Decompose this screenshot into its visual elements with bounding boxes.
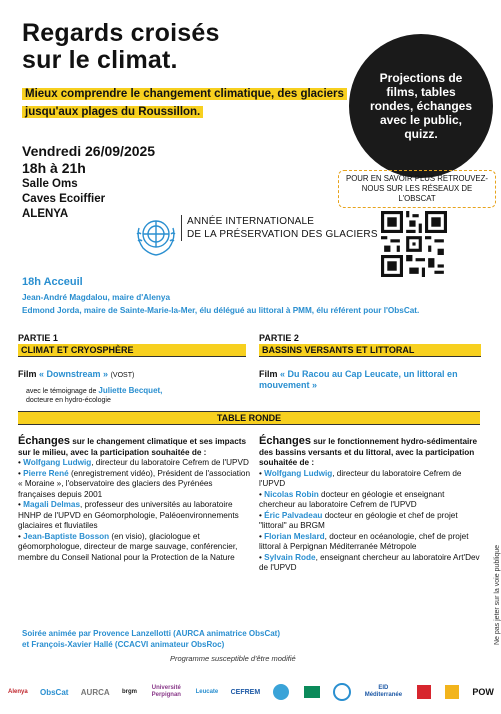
speaker-name: Nicolas Robin bbox=[264, 489, 319, 499]
speaker-desc: (en visio), glaciologue et géomorphologue, directeur de marge sauvage, conférencier, membre du Conseil National pour la Protection de la Nature bbox=[18, 531, 238, 562]
programme-note: Programme susceptible d'être modifié bbox=[170, 654, 296, 663]
event-time: 18h à 21h bbox=[22, 160, 86, 176]
part1-section bbox=[18, 333, 246, 405]
speaker-desc: docteur en géologie et enseignant chercheur au laboratoire Cefrem de l'UPVD bbox=[259, 489, 445, 509]
accueil-line-2: Edmond Jorda, maire de Sainte-Marie-la-Mer, élu délégué au littoral à PMM, élu référent pour l'ObsCat. bbox=[22, 306, 420, 315]
event-venue-3: ALENYA bbox=[22, 208, 69, 220]
speaker-desc: , docteur en océanologie, chef de projet littoral à Perpignan Méditerranée Métropole bbox=[259, 531, 469, 551]
event-info bbox=[22, 143, 155, 222]
list-item: • Nicolas Robin docteur en géologie et enseignant chercheur au laboratoire Cefrem de l'UPVD bbox=[259, 489, 445, 509]
left-lead: Échanges bbox=[18, 435, 70, 447]
part2-film bbox=[259, 369, 481, 391]
part1-note-prefix: avec le témoignage de bbox=[26, 388, 97, 395]
part1-note bbox=[18, 386, 246, 405]
event-venue-2: Caves Ecoiffier bbox=[22, 193, 106, 205]
list-item: • Magali Delmas, professeur des universités au laboratoire HNHP de l'UPVD en Géomorphologie, Paléoenvironnements glaciaires et fluviatiles bbox=[18, 500, 239, 530]
part2-section bbox=[259, 333, 481, 391]
partner-logo-icon bbox=[333, 683, 351, 701]
speaker-desc: docteur en géologie et chef de projet "littoral" au BRGM bbox=[259, 510, 458, 530]
speaker-desc: (enregistrement vidéo), Président de l'association « Moraine », l'observatoire des glaciers des Pyrénées françaises depuis 2001 bbox=[18, 468, 250, 499]
speaker-name: Jean-Baptiste Bosson bbox=[23, 531, 110, 541]
part1-note-role: docteure en hydro-écologie bbox=[26, 397, 111, 404]
list-item: • Jean-Baptiste Bosson (en visio), glaciologue et géomorphologue, directeur de marge sauvage, conférencier, membre du Conseil National pour la Protection de la Nature bbox=[18, 531, 238, 562]
logo-brgm: brgm bbox=[121, 689, 137, 695]
soiree-text bbox=[22, 628, 280, 650]
partner-logo-icon bbox=[303, 683, 321, 701]
partner-logo-icon bbox=[444, 684, 460, 700]
list-item: • Wolfgang Ludwig, directeur du laboratoire Cefrem de l'UPVD bbox=[18, 458, 249, 467]
subtitle-text: Mieux comprendre le changement climatique, des glaciers jusqu'aux plages du Roussillon. bbox=[22, 88, 347, 118]
speaker-desc: , professeur des universités au laboratoire HNHP de l'UPVD en Géomorphologie, Paléoenvironnements glaciaires et fluviatiles bbox=[18, 500, 239, 530]
circle-text: Projections de films, tables rondes, échanges avec le public, quizz. bbox=[369, 71, 473, 141]
part1-film bbox=[18, 369, 246, 380]
speaker-name: Pierre René bbox=[23, 468, 69, 478]
speaker-name: Wolfgang Ludwig bbox=[264, 468, 333, 478]
table-ronde-bar: TABLE RONDE bbox=[18, 411, 480, 425]
un-banner-line-2: DE LA PRÉSERVATION DES GLACIERS bbox=[187, 229, 378, 240]
logo-university: Université Perpignan bbox=[151, 685, 181, 698]
title-line-1: Regards croisés bbox=[22, 19, 220, 47]
list-item: • Wolfgang Ludwig, directeur du laboratoire Cefrem de l'UPVD bbox=[259, 468, 462, 488]
list-item: • Sylvain Rode, enseignant chercheur au laboratoire Art'Dev de l'UPVD bbox=[259, 552, 480, 572]
partner-logo-icon bbox=[416, 684, 432, 700]
soiree-line-2: et François-Xavier Hallé (CCACVI animateur ObsRoc) bbox=[22, 640, 225, 649]
left-column bbox=[18, 436, 250, 563]
right-column bbox=[259, 436, 481, 574]
side-note bbox=[482, 525, 501, 645]
soiree-line-1: Soirée animée par Provence Lanzellotti (AURCA animatrice ObsCat) bbox=[22, 629, 280, 638]
list-item: • Florian Meslard, docteur en océanologie, chef de projet littoral à Perpignan Méditerranée Métropole bbox=[259, 531, 469, 551]
part2-film-lead: Film bbox=[259, 369, 278, 379]
part1-film-title: « Downstream » bbox=[39, 369, 109, 379]
title-line-2: sur le climat. bbox=[22, 46, 178, 74]
logo-leucate: Leucate bbox=[195, 689, 219, 695]
logo-alenya: Alenya bbox=[8, 689, 28, 695]
part1-note-name: Juliette Becquet, bbox=[98, 386, 163, 395]
left-intro bbox=[18, 436, 250, 458]
event-venue-1: Salle Oms bbox=[22, 178, 78, 190]
activities-circle bbox=[349, 34, 493, 178]
right-intro bbox=[259, 436, 481, 469]
part1-film-suffix: (VOST) bbox=[110, 372, 135, 379]
list-item: • Éric Palvadeau docteur en géologie et chef de projet "littoral" au BRGM bbox=[259, 510, 458, 530]
partner-logos bbox=[8, 672, 494, 712]
part2-label: PARTIE 2 bbox=[259, 333, 299, 343]
qr-code-icon[interactable] bbox=[381, 211, 447, 277]
logo-aurca: AURCA bbox=[80, 687, 110, 697]
un-banner bbox=[181, 215, 378, 241]
part1-bar: CLIMAT ET CRYOSPHÈRE bbox=[18, 344, 246, 357]
part2-film-title: « Du Racou au Cap Leucate, un littoral en mouvement » bbox=[259, 369, 458, 390]
speaker-name: Sylvain Rode bbox=[264, 552, 316, 562]
partner-logo-icon bbox=[272, 683, 290, 701]
part2-bar: BASSINS VERSANTS ET LITTORAL bbox=[259, 344, 481, 357]
speaker-desc: , directeur du laboratoire Cefrem de l'UPVD bbox=[91, 458, 249, 467]
left-intro-text: sur le changement climatique et ses impacts sur le milieu, avec la participation souhaitée de : bbox=[18, 437, 247, 457]
logo-pow: POW bbox=[472, 687, 494, 697]
page-title bbox=[22, 20, 220, 74]
right-intro-text: sur le fonctionnement hydro-sédimentaire des bassins versants et du littoral, avec la participation souhaitée de : bbox=[259, 437, 478, 467]
speaker-desc: , enseignant chercheur au laboratoire Art'Dev de l'UPVD bbox=[259, 552, 480, 572]
speaker-name: Magali Delmas bbox=[23, 500, 81, 509]
event-date: Vendredi 26/09/2025 bbox=[22, 143, 156, 159]
side-note-text: Ne pas jeter sur la voie publique bbox=[494, 544, 501, 645]
speaker-desc: , directeur du laboratoire Cefrem de l'UPVD bbox=[259, 468, 462, 488]
logo-obscat: ObsCat bbox=[40, 687, 69, 697]
part1-film-lead: Film bbox=[18, 369, 37, 379]
subtitle bbox=[22, 84, 352, 120]
list-item: • Pierre René (enregistrement vidéo), Président de l'association « Moraine », l'observatoire des glaciers des Pyrénées françaises depuis 2001 bbox=[18, 468, 250, 499]
speaker-name: Éric Palvadeau bbox=[264, 510, 323, 520]
speaker-name: Florian Meslard bbox=[264, 531, 325, 541]
accueil-title: 18h Acceuil bbox=[22, 276, 83, 288]
accueil-line-1: Jean-André Magdalou, maire d'Alenya bbox=[22, 293, 170, 302]
qr-note: POUR EN SAVOIR PLUS RETROUVEZ-NOUS SUR LES RÉSEAUX DE L'OBSCAT bbox=[338, 170, 496, 208]
logo-cefrem: CEFREM bbox=[230, 688, 261, 696]
right-lead: Échanges bbox=[259, 435, 311, 447]
part1-label: PARTIE 1 bbox=[18, 333, 58, 343]
speaker-name: Wolfgang Ludwig bbox=[23, 458, 92, 467]
un-emblem-icon bbox=[133, 214, 179, 258]
logo-eid: EID Méditerranée bbox=[364, 685, 403, 698]
un-banner-line-1: ANNÉE INTERNATIONALE bbox=[187, 216, 315, 227]
